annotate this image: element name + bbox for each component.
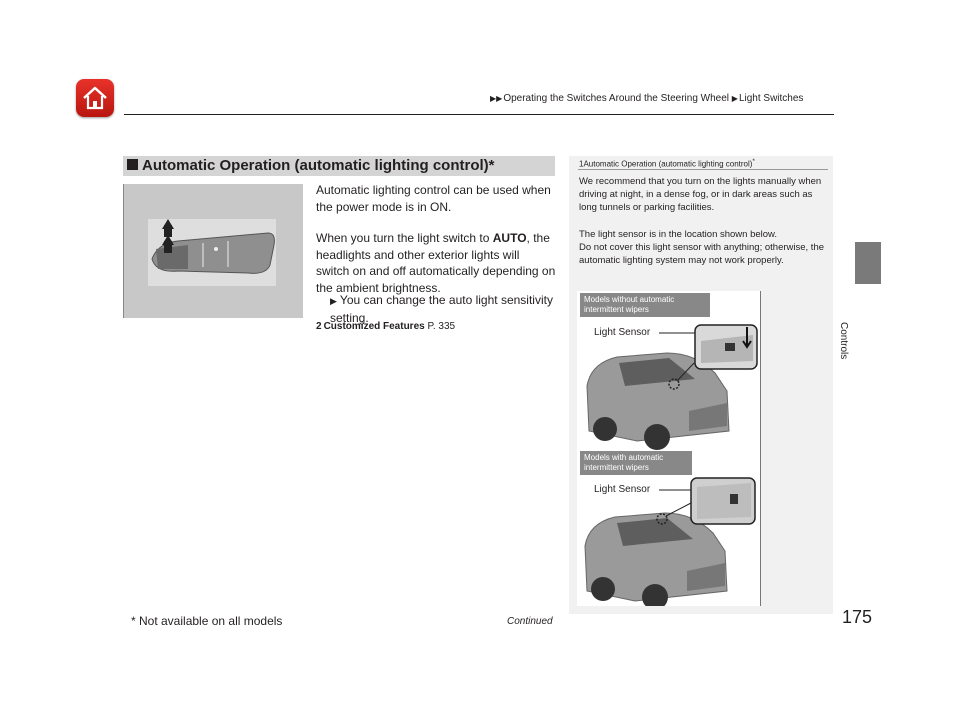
triangle-right-icon: ▶▶ [490, 94, 503, 103]
section-tab-label[interactable]: Controls [838, 322, 849, 360]
section-title-asterisk: * [488, 157, 495, 174]
home-button[interactable] [76, 79, 114, 117]
breadcrumb-item[interactable]: Operating the Switches Around the Steering Wheel [503, 93, 730, 104]
home-icon [80, 83, 110, 113]
side-note-divider [578, 169, 828, 170]
section-title-text: Automatic Operation (automatic lighting control) [142, 157, 489, 174]
intro-paragraph: Automatic lighting control can be used when the power mode is in ON. [316, 183, 551, 214]
breadcrumb [490, 93, 803, 104]
triangle-right-icon: ▶ [731, 94, 738, 103]
car-illustration-no-auto-wipers [587, 325, 757, 450]
side-note-title [579, 158, 755, 169]
header-divider [124, 114, 834, 115]
triangle-right-icon: ▶ [330, 296, 337, 306]
auto-paragraph-end: , the headlights and other exterior lights will switch on and off automatically depending on the ambient brightness. [316, 231, 556, 295]
auto-paragraph-start: When you turn the light switch to [316, 231, 493, 245]
side-note-asterisk: * [752, 158, 756, 165]
light-switch-lever-image [148, 219, 276, 286]
side-note-line: The light sensor is in the location shown below. [579, 229, 778, 240]
sensitivity-note-text: You can change the auto light sensitivity setting. [330, 293, 553, 325]
auto-setting-label: AUTO [492, 231, 527, 245]
light-sensor-label: Light Sensor [594, 484, 651, 495]
page-number: 175 [842, 607, 873, 627]
side-note-title-text: Automatic Operation (automatic lighting control) [583, 159, 753, 169]
cross-reference-page[interactable]: P. 335 [427, 321, 456, 332]
model-tag-no-auto-wipers: Models without automatic intermittent wipers [580, 293, 710, 317]
side-note-paragraph: We recommend that you turn on the lights manually when driving at night, in a dense fog, or in dark areas such as long tunnels or parking facilities. [579, 176, 822, 213]
square-bullet-icon [127, 159, 138, 170]
footnote: * Not available on all models [131, 614, 283, 628]
model-tag-auto-wipers: Models with automatic intermittent wipers [580, 451, 692, 475]
continued-indicator: Continued [507, 616, 553, 627]
section-tab-marker [855, 242, 881, 284]
breadcrumb-item[interactable]: Light Switches [738, 93, 804, 104]
auto-paragraph [316, 230, 556, 296]
side-note-ref-number: 1 [579, 159, 584, 169]
light-sensor-label: Light Sensor [594, 327, 651, 338]
cross-reference-label[interactable]: Customized Features [323, 321, 425, 332]
side-note-line: Do not cover this light sensor with anything; otherwise, the automatic lighting system may not work properly. [579, 242, 825, 266]
side-note-paragraph [579, 228, 827, 267]
light-sensor-location-illustration [577, 291, 761, 606]
cross-reference-link[interactable] [316, 321, 455, 332]
section-title [127, 157, 495, 174]
car-illustration-auto-wipers [585, 478, 755, 606]
cross-reference-icon: 2 [316, 321, 322, 332]
